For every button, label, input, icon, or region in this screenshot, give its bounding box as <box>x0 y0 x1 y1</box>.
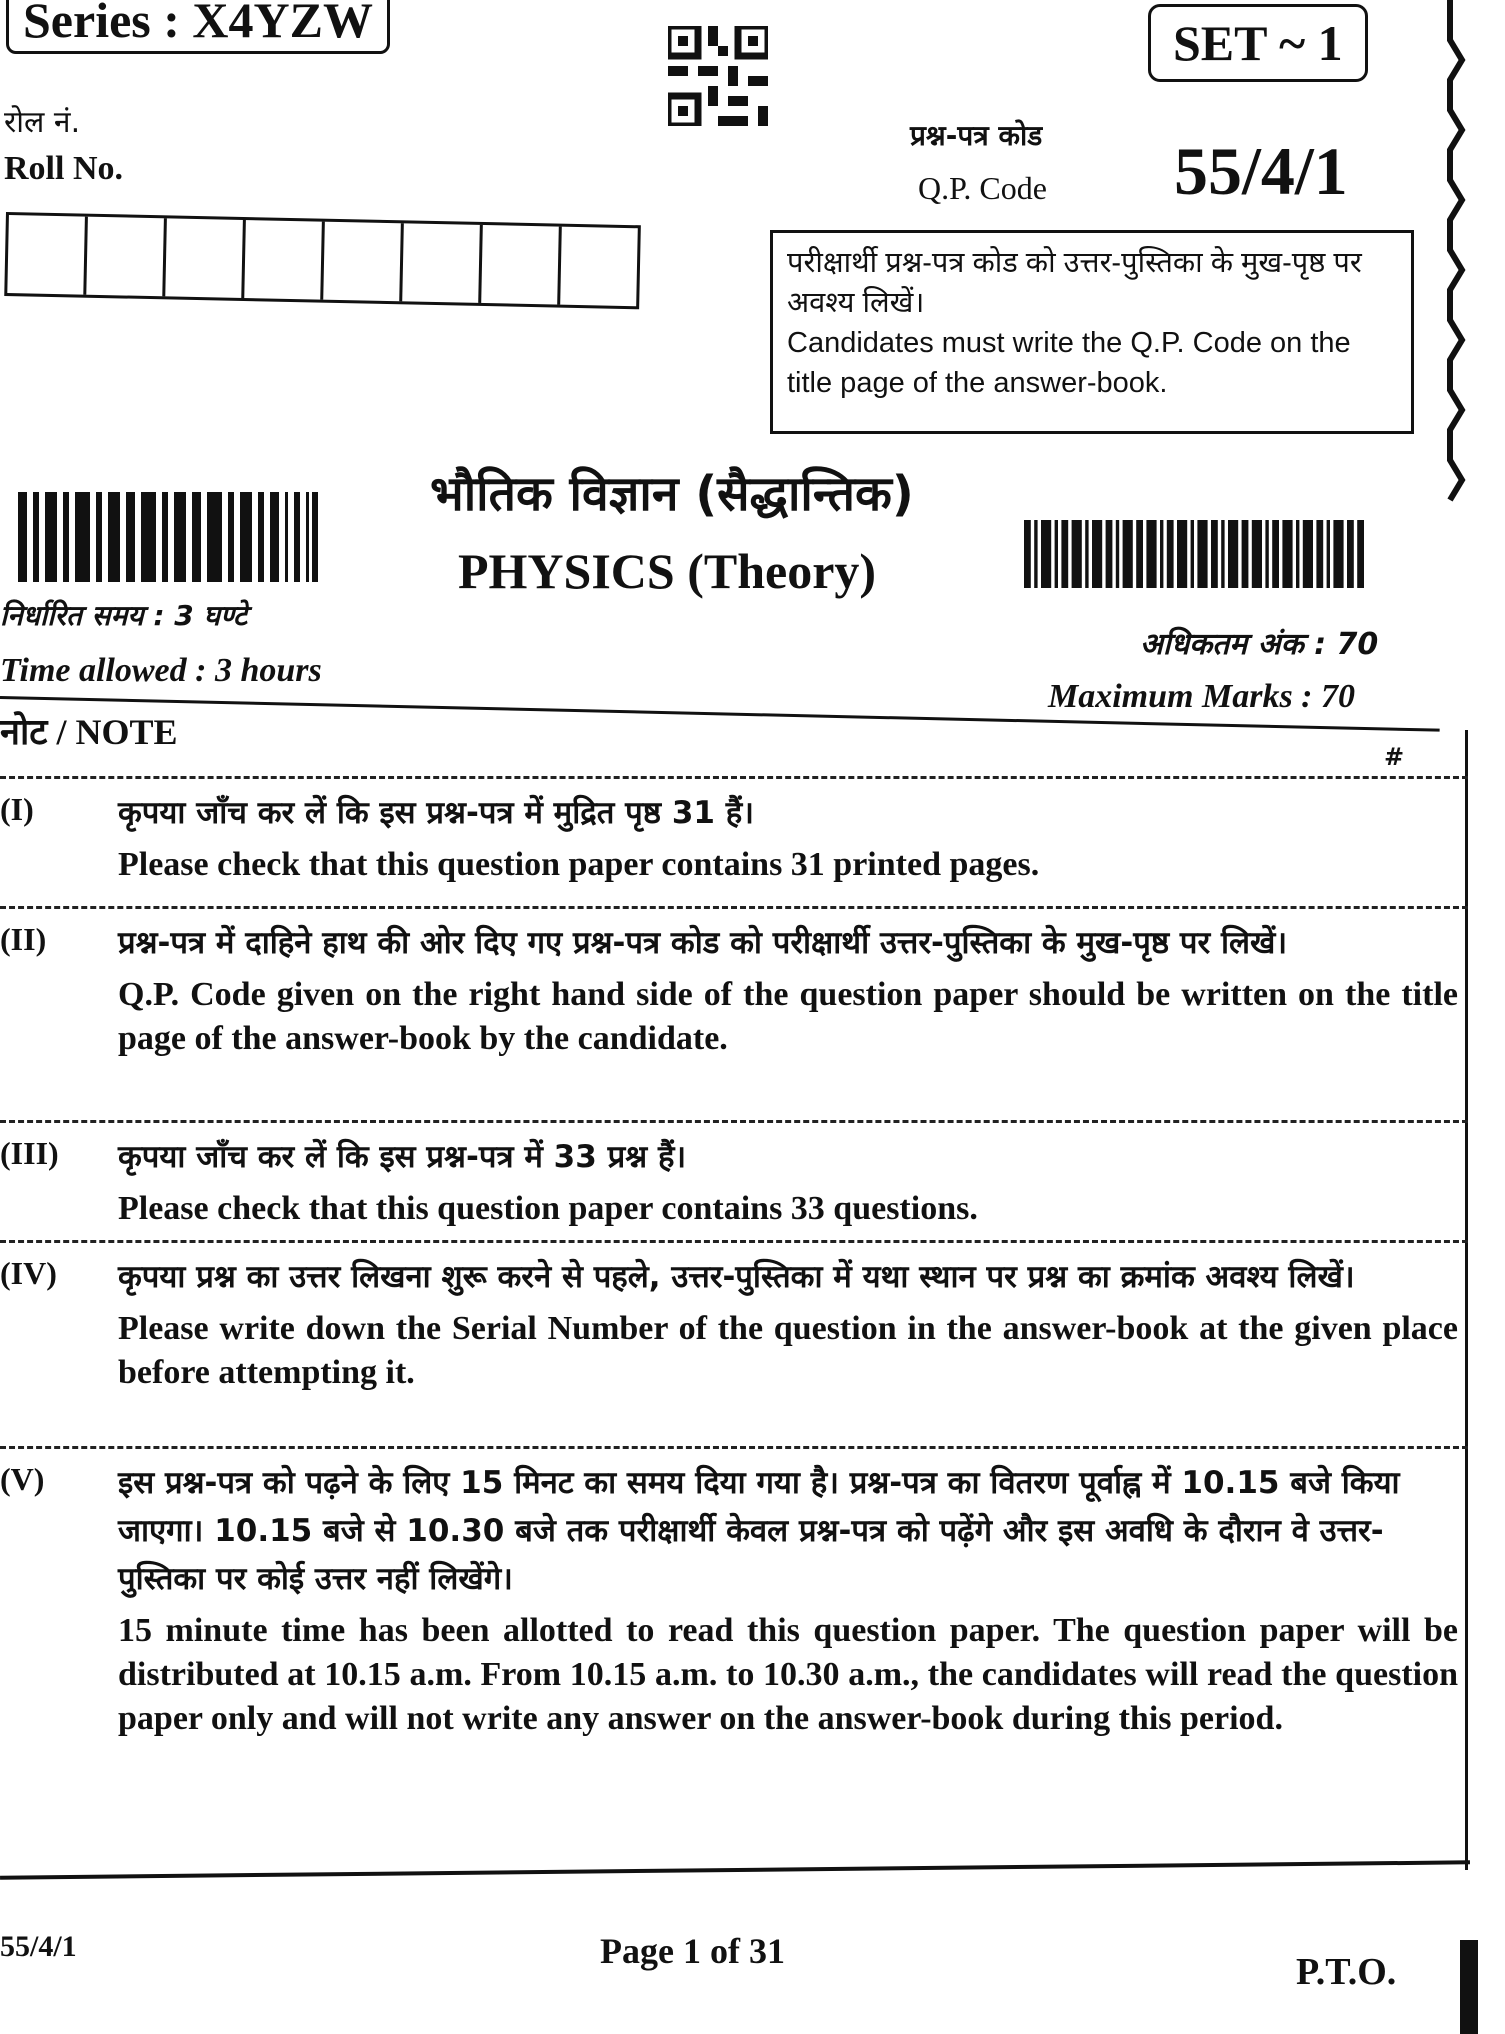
time-allowed: Time allowed : 3 hours <box>0 652 322 689</box>
note-item <box>0 1120 1468 1240</box>
qr-code-icon <box>668 26 768 126</box>
qp-code: 55/4/1 <box>1174 133 1348 209</box>
note-number: (V) <box>0 1461 45 1497</box>
note-item <box>0 906 1468 1120</box>
qp-code-label: Q.P. Code <box>918 170 1047 206</box>
note-text-hindi: कृपया प्रश्न का उत्तर लिखना शुरू करने से पहले, उत्तर-पुस्तिका में यथा स्थान पर प्रश्न का क्रमांक अवश्य लिखें। <box>118 1259 1355 1295</box>
set-label: SET ~ 1 <box>1148 4 1368 82</box>
note-text-english: 15 minute time has been allotted to read this question paper. The question paper will be distributed at 10.15 a.m. From 10.15 a.m. to 10.30 a.m., the candidates will read the question paper only and will not write any answer on the answer-book during this period. <box>118 1612 1458 1737</box>
footer-qp-code: 55/4/1 <box>0 1930 77 1963</box>
perforation-marks-icon <box>1440 0 1470 520</box>
qp-code-instruction-box <box>770 230 1414 434</box>
roll-number-label: Roll No. <box>4 150 123 187</box>
roll-number-label-hindi: रोल नं. <box>4 105 81 140</box>
note-number: (III) <box>0 1135 59 1171</box>
roll-digit-box[interactable] <box>86 217 167 297</box>
pto-label: P.T.O. <box>1296 1951 1397 1993</box>
note-item <box>0 1446 1468 1846</box>
note-text-english: Please write down the Serial Number of the question in the answer-book at the given place before attempting it. <box>118 1310 1458 1391</box>
note-text-english: Q.P. Code given on the right hand side of the question paper should be written on the title page of the answer-book by the candidate. <box>118 976 1458 1057</box>
subject-title-hindi: भौतिक विज्ञान (सैद्धान्तिक) <box>430 466 914 522</box>
maximum-marks-hindi: अधिकतम अंक : 70 <box>1140 627 1379 662</box>
qp-code-label-hindi: प्रश्न-पत्र कोड <box>910 119 1043 152</box>
note-number: (II) <box>0 921 47 957</box>
time-allowed-hindi: निर्धारित समय : 3 घण्टे <box>0 599 248 632</box>
note-number: (IV) <box>0 1255 57 1291</box>
page-number: Page 1 of 31 <box>600 1931 785 1971</box>
series-label: Series : X4YZW <box>6 0 390 54</box>
roll-digit-box[interactable] <box>481 225 562 305</box>
maximum-marks: Maximum Marks : 70 <box>1048 678 1355 715</box>
barcode-icon <box>1024 520 1364 588</box>
note-item <box>0 1240 1468 1446</box>
roll-digit-box[interactable] <box>165 218 246 298</box>
edge-bar <box>1460 1940 1478 2034</box>
note-text-english: Please check that this question paper contains 31 printed pages. <box>118 846 1040 883</box>
note-heading: नोट / NOTE <box>0 712 178 752</box>
note-text-hindi: कृपया जाँच कर लें कि इस प्रश्न-पत्र में 33 प्रश्न हैं। <box>118 1139 687 1175</box>
hash-mark: # <box>1384 742 1405 771</box>
roll-digit-box[interactable] <box>244 220 325 300</box>
note-text-english: Please check that this question paper contains 33 questions. <box>118 1190 978 1227</box>
subject-title: PHYSICS (Theory) <box>458 543 877 599</box>
barcode-icon <box>18 492 318 582</box>
note-text-hindi: कृपया जाँच कर लें कि इस प्रश्न-पत्र में मुद्रित पृष्ठ 31 हैं। <box>118 795 754 831</box>
roll-digit-box[interactable] <box>402 223 483 303</box>
roll-digit-box[interactable] <box>7 215 88 295</box>
note-text-hindi: इस प्रश्न-पत्र को पढ़ने के लिए 15 मिनट का समय दिया गया है। प्रश्न-पत्र का वितरण पूर्वाह्न में 10.15 बजे किया जाएगा। 10.15 बजे से 10.30 बजे तक परीक्षार्थी केवल प्रश्न-पत्र को पढ़ेंगे और इस अवधि के दौरान वे उत्तर-पुस्तिका पर कोई उत्तर नहीं लिखेंगे। <box>118 1465 1400 1597</box>
note-number: (I) <box>0 791 34 827</box>
note-text-hindi: प्रश्न-पत्र में दाहिने हाथ की ओर दिए गए प्रश्न-पत्र कोड को परीक्षार्थी उत्तर-पुस्तिका के मुख-पृष्ठ पर लिखें। <box>118 925 1288 961</box>
qp-instruction-english: Candidates must write the Q.P. Code on the title page of the answer-book. <box>787 327 1351 399</box>
roll-digit-box[interactable] <box>560 227 638 307</box>
note-item <box>0 776 1468 906</box>
qp-instruction-hindi: परीक्षार्थी प्रश्न-पत्र कोड को उत्तर-पुस्तिका के मुख-पृष्ठ पर अवश्य लिखें। <box>787 247 1362 319</box>
roll-digit-box[interactable] <box>323 222 404 302</box>
roll-number-boxes <box>4 212 641 309</box>
